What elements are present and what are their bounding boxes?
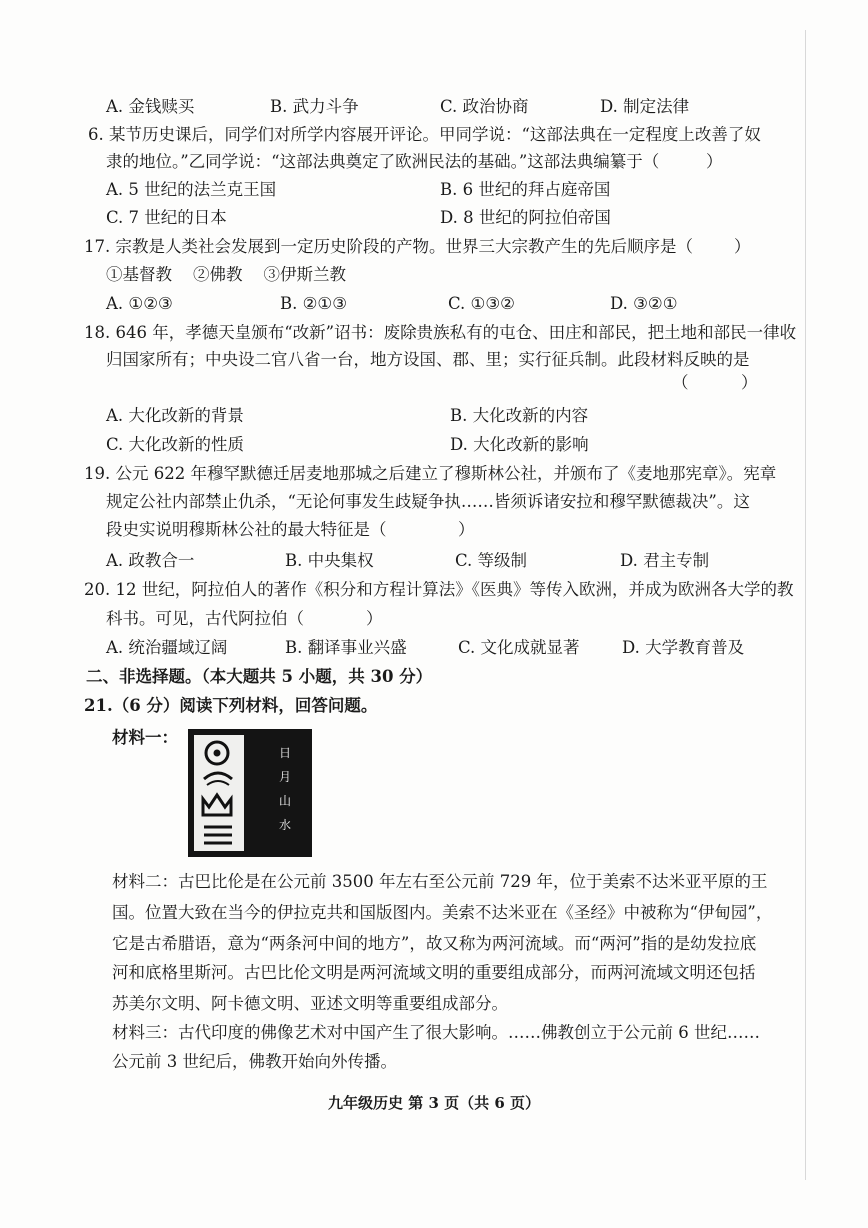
figure-char-water: 水 <box>278 818 291 832</box>
q16-stem-line1: 6. 某节历史课后，同学们对所学内容展开评论。甲同学说：“这部法典在一定程度上改善了奴 <box>88 125 761 144</box>
figure-char-moon: 月 <box>278 770 291 784</box>
material-two-line4: 河和底格里斯河。古巴比伦文明是两河流域文明的重要组成部分，而两河流域文明还包括 <box>112 963 756 982</box>
q17-option-d: D. ③②① <box>610 294 678 313</box>
q20-option-c: C. 文化成就显著 <box>458 638 580 657</box>
q19-answer-paren: ） <box>458 520 475 539</box>
q17-option-a: A. ①②③ <box>106 294 173 313</box>
page-footer: 九年级历史 第 3 页（共 6 页） <box>328 1094 540 1112</box>
q17-option-c: C. ①③② <box>448 294 515 313</box>
material-two-line5: 苏美尔文明、阿卡德文明、亚述文明等重要组成部分。 <box>112 994 508 1013</box>
q19-stem-line2: 规定公社内部禁止仇杀，“无论何事发生歧疑争执……皆须诉诸安拉和穆罕默德裁决”。这 <box>106 492 750 511</box>
q15-option-a: A. 金钱赎买 <box>106 97 195 116</box>
q18-stem-line2: 归国家所有；中央设二官八省一台，地方设国、郡、里；实行征兵制。此段材料反映的是 <box>106 350 750 369</box>
q15-option-b: B. 武力斗争 <box>270 97 359 116</box>
section-heading: 二、非选择题。（本大题共 5 小题，共 30 分） <box>86 667 433 686</box>
figure-caption <box>274 741 296 837</box>
q19-stem-line3: 段史实说明穆斯林公社的最大特征是（ <box>106 520 387 539</box>
ancient-script-figure <box>188 729 312 857</box>
q19-option-c: C. 等级制 <box>455 551 528 570</box>
material-two-line3: 它是古希腊语，意为“两条河中间的地方”，故又称为两河流域。而“两河”指的是幼发拉底 <box>112 934 757 953</box>
figure-char-sun: 日 <box>278 746 291 760</box>
q17-stem: 17. 宗教是人类社会发展到一定历史阶段的产物。世界三大宗教产生的先后顺序是（ <box>84 237 693 256</box>
pictograph-panel <box>194 735 244 851</box>
q19-option-a: A. 政教合一 <box>106 551 195 570</box>
q20-option-b: B. 翻译事业兴盛 <box>285 638 407 657</box>
pictograph-icons <box>194 735 244 851</box>
q16-answer-paren: ） <box>706 152 723 171</box>
q16-option-c: C. 7 世纪的日本 <box>106 208 227 227</box>
q16-option-a: A. 5 世纪的法兰克王国 <box>106 180 277 199</box>
q21-title: 21.（6 分）阅读下列材料，回答问题。 <box>84 696 378 715</box>
q20-stem-line2: 科书。可见，古代阿拉伯（ <box>106 609 304 628</box>
q18-answer-paren: （ ） <box>672 373 758 392</box>
q17-option-b: B. ②①③ <box>280 294 347 313</box>
material-two-line2: 国。位置大致在当今的伊拉克共和国版图内。美索不达米亚在《圣经》中被称为“伊甸园”， <box>112 903 773 922</box>
q16-option-b: B. 6 世纪的拜占庭帝国 <box>440 180 611 199</box>
q19-option-d: D. 君主专制 <box>620 551 710 570</box>
material-one-label: 材料一： <box>112 728 178 747</box>
q18-option-a: A. 大化改新的背景 <box>106 406 244 425</box>
q19-stem-line1: 19. 公元 622 年穆罕默德迁居麦地那城之后建立了穆斯林公社，并颁布了《麦地那宪章》。宪章 <box>84 464 777 483</box>
q18-option-b: B. 大化改新的内容 <box>450 406 589 425</box>
q20-answer-paren: ） <box>366 609 383 628</box>
q17-answer-paren: ） <box>734 237 751 256</box>
q19-option-b: B. 中央集权 <box>285 551 374 570</box>
q20-option-a: A. 统治疆域辽阔 <box>106 638 228 657</box>
q15-option-c: C. 政治协商 <box>440 97 529 116</box>
q18-option-d: D. 大化改新的影响 <box>450 435 589 454</box>
q20-stem-line1: 20. 12 世纪，阿拉伯人的著作《积分和方程计算法》《医典》等传入欧洲，并成为欧洲各大学的教 <box>84 580 794 599</box>
material-three-line1: 材料三：古代印度的佛像艺术对中国产生了很大影响。……佛教创立于公元前 6 世纪…… <box>112 1023 760 1042</box>
figure-char-mountain: 山 <box>278 794 291 808</box>
page-edge-line <box>805 30 806 1180</box>
material-two-line1: 材料二：古巴比伦是在公元前 3500 年左右至公元前 729 年，位于美索不达米亚平原的王 <box>112 872 768 891</box>
q17-items: ①基督教 ②佛教 ③伊斯兰教 <box>106 265 346 284</box>
q15-option-d: D. 制定法律 <box>600 97 690 116</box>
material-three-line2: 公元前 3 世纪后，佛教开始向外传播。 <box>112 1052 397 1071</box>
q16-stem-line2: 隶的地位。”乙同学说：“这部法典奠定了欧洲民法的基础。”这部法典编纂于（ <box>106 152 660 171</box>
q18-option-c: C. 大化改新的性质 <box>106 435 245 454</box>
q20-option-d: D. 大学教育普及 <box>622 638 745 657</box>
q18-stem-line1: 18. 646 年，孝德天皇颁布“改新”诏书：废除贵族私有的屯仓、田庄和部民，把土地和部民一律收 <box>84 323 797 342</box>
q16-option-d: D. 8 世纪的阿拉伯帝国 <box>440 208 611 227</box>
